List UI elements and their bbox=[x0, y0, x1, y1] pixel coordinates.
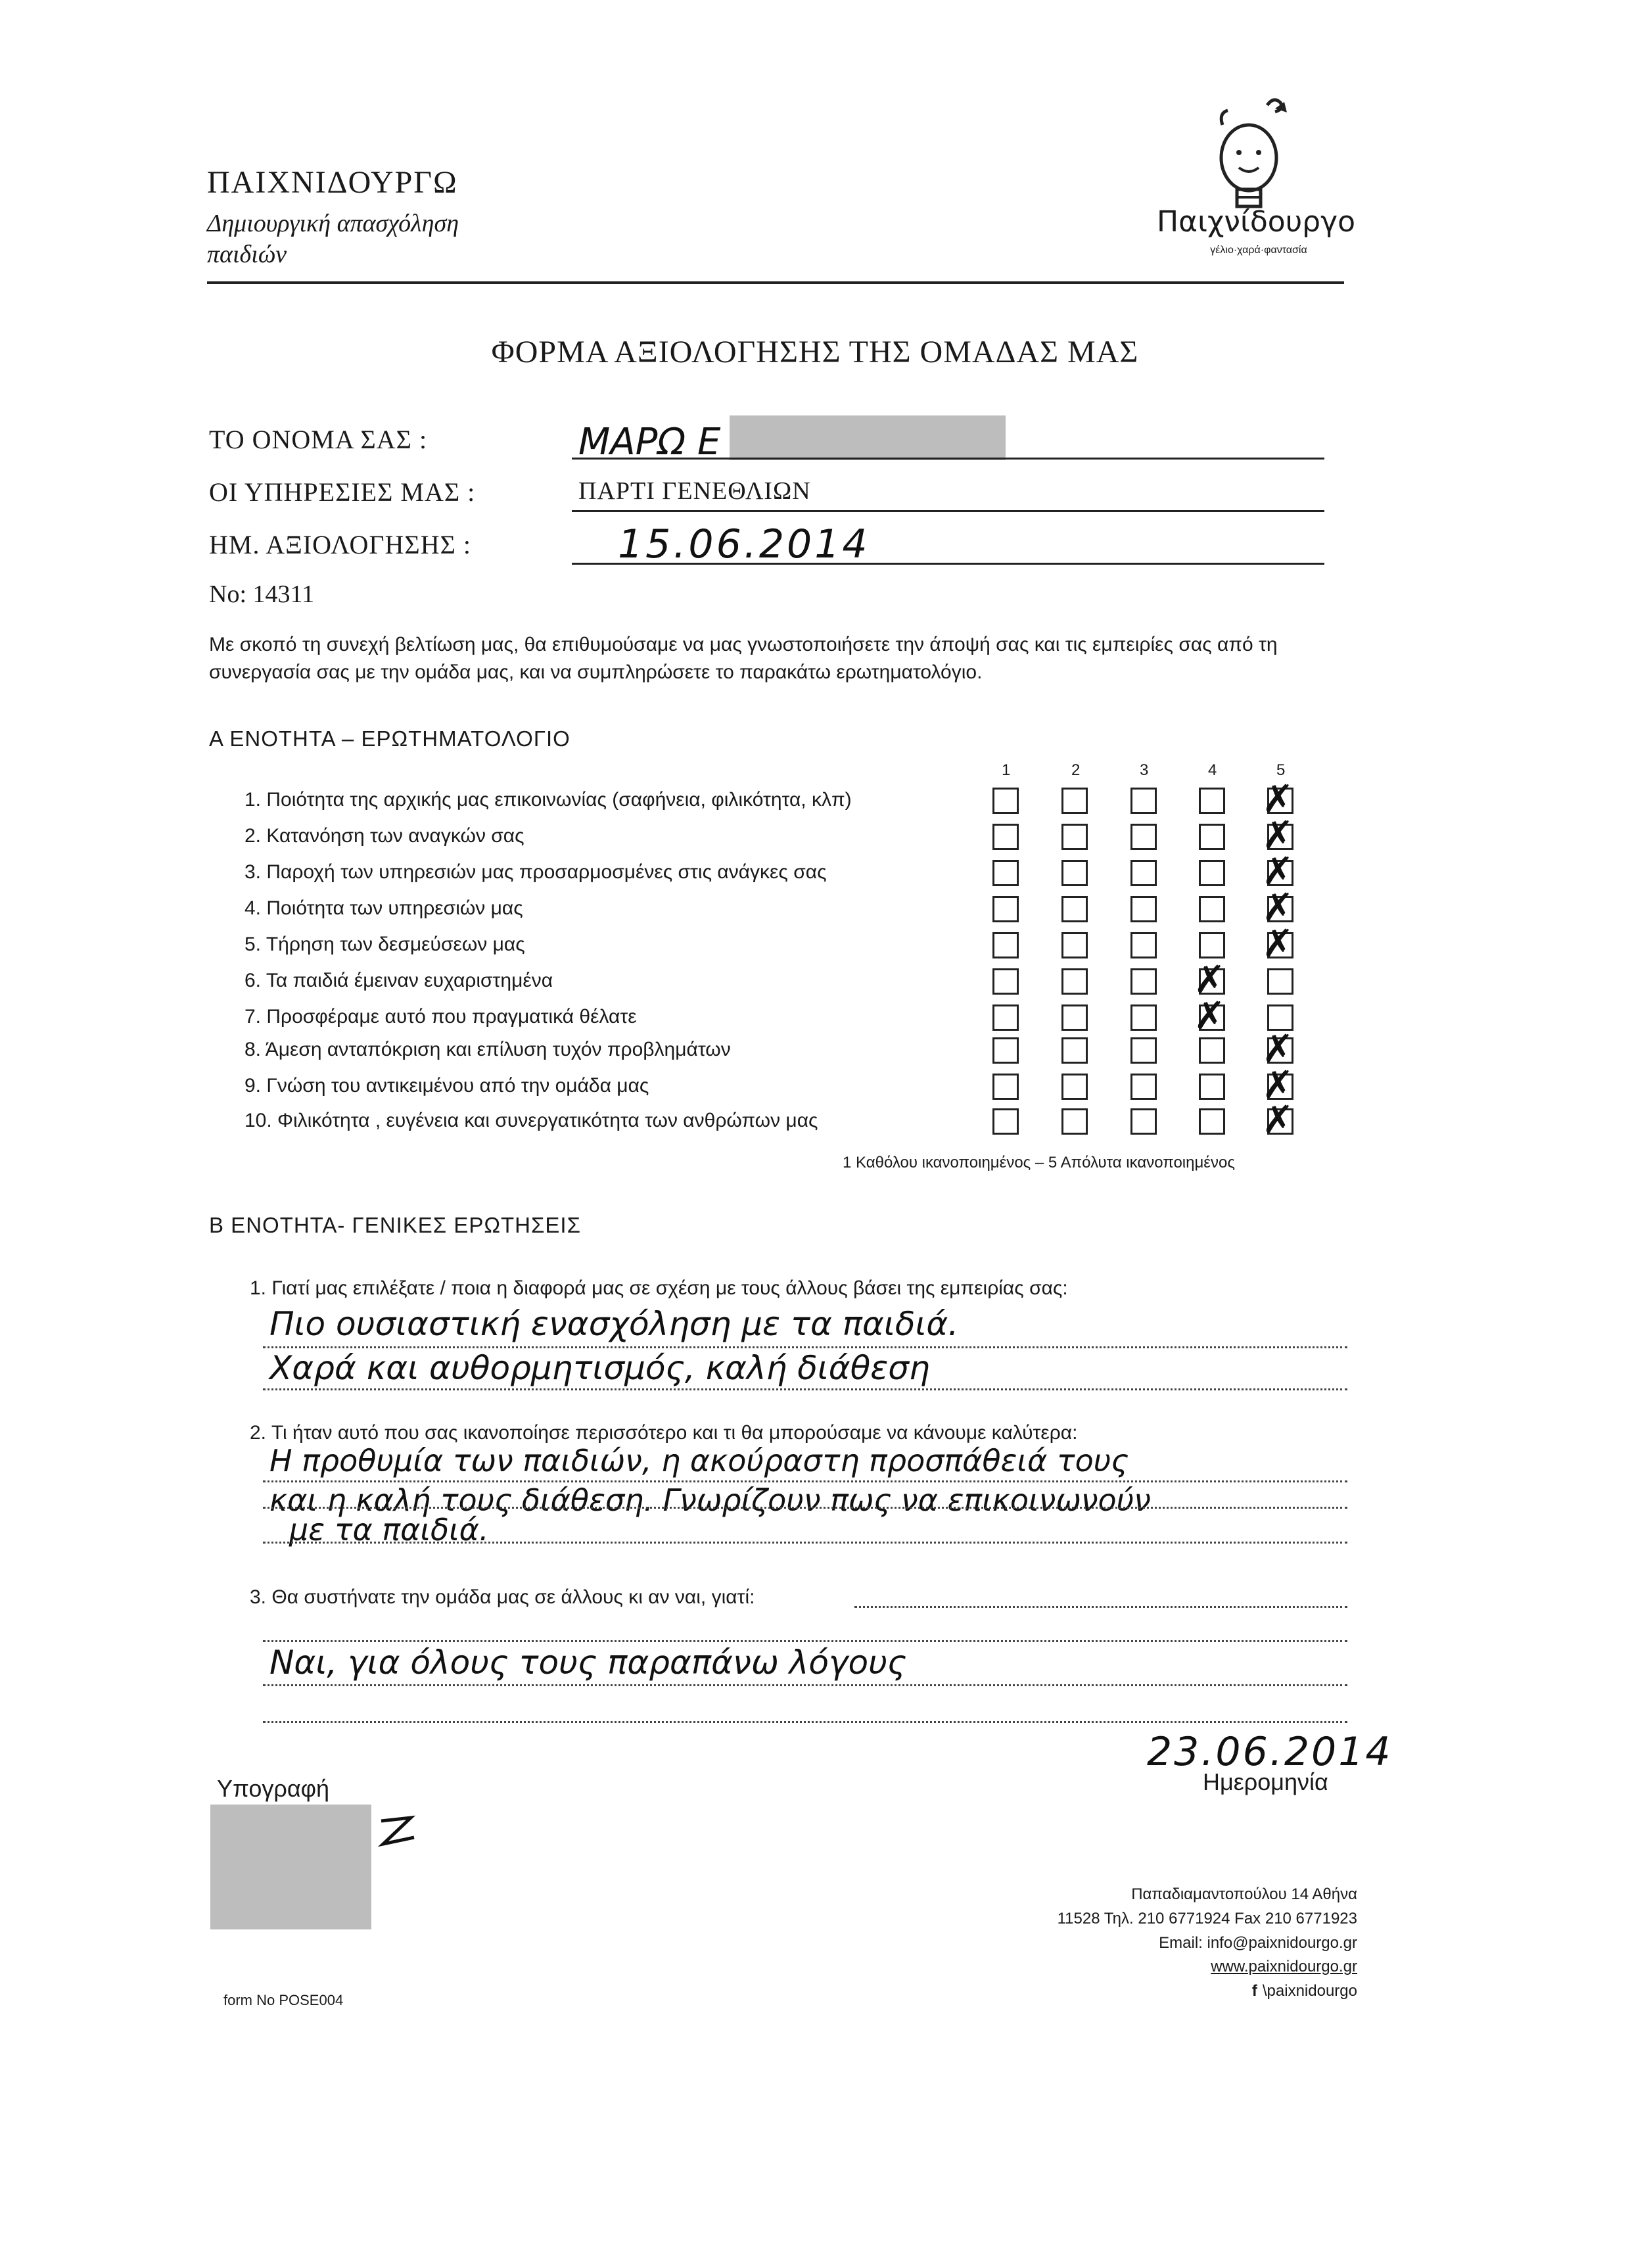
answer-b1-line1: Πιο ουσιαστική ενασχόληση με τα παιδιά. bbox=[269, 1305, 959, 1343]
services-label: ΟΙ ΥΠΗΡΕΣΙΕΣ ΜΑΣ : bbox=[209, 477, 476, 507]
answer-line bbox=[263, 1542, 1347, 1544]
question-9: 9. Γνώση του αντικειμένου από την ομάδα μας bbox=[244, 1075, 649, 1097]
rating-checkbox-q9-4[interactable] bbox=[1199, 1074, 1225, 1100]
rating-checkbox-q2-2[interactable] bbox=[1061, 824, 1088, 850]
lightbulb-icon bbox=[1144, 79, 1354, 270]
evaluation-date-value: 15.06.2014 bbox=[618, 521, 870, 567]
section-a-title: Α ΕΝΟΤΗΤΑ – ΕΡΩΤΗΜΑΤΟΛΟΓΙΟ bbox=[209, 726, 570, 751]
rating-checkbox-q8-3[interactable] bbox=[1130, 1037, 1157, 1064]
rating-checkbox-q2-1[interactable] bbox=[992, 824, 1019, 850]
question-6: 6. Τα παιδιά έμειναν ευχαριστημένα bbox=[244, 970, 553, 991]
rating-checkbox-q9-2[interactable] bbox=[1061, 1074, 1088, 1100]
answer-line bbox=[263, 1388, 1347, 1390]
answer-b2-line2: και η καλή τους διάθεση. Γνωρίζουν πως να επικοινωνούν bbox=[269, 1482, 1151, 1518]
name-value: ΜΑΡΩ Ε bbox=[578, 421, 721, 463]
rating-checkbox-q9-3[interactable] bbox=[1130, 1074, 1157, 1100]
facebook-handle[interactable] bbox=[1252, 1982, 1357, 2000]
rating-checkbox-q3-1[interactable] bbox=[992, 860, 1019, 886]
signature-label: Υπογραφή bbox=[217, 1775, 330, 1802]
scale-header-2: 2 bbox=[1071, 761, 1081, 779]
question-1: 1. Ποιότητα της αρχικής μας επικοινωνίας (σαφήνεια, φιλικότητα, κλπ) bbox=[244, 789, 852, 811]
question-10: 10. Φιλικότητα , ευγένεια και συνεργατικότητα των ανθρώπων μας bbox=[244, 1110, 818, 1131]
answer-b2-line3: με τα παιδιά. bbox=[289, 1512, 489, 1547]
rating-checkmark-q9: ✗ bbox=[1262, 1062, 1294, 1107]
question-b3: 3. Θα συστήνατε την ομάδα μας σε άλλους κι αν ναι, γιατί: bbox=[250, 1586, 755, 1608]
email[interactable]: Email: info@paixnidourgo.gr bbox=[1159, 1934, 1357, 1952]
question-4: 4. Ποιότητα των υπηρεσιών μας bbox=[244, 897, 523, 919]
rating-checkmark-q3: ✗ bbox=[1262, 849, 1294, 893]
name-label: ΤΟ ΟΝΟΜΑ ΣΑΣ : bbox=[209, 425, 428, 454]
logo-tagline: γέλιο·χαρά·φαντασία bbox=[1210, 245, 1307, 256]
scale-header-1: 1 bbox=[1002, 761, 1011, 779]
rating-checkbox-q6-1[interactable] bbox=[992, 968, 1019, 995]
header-divider bbox=[207, 281, 1344, 284]
rating-checkbox-q5-4[interactable] bbox=[1199, 932, 1225, 958]
rating-checkbox-q7-3[interactable] bbox=[1130, 1004, 1157, 1031]
rating-checkbox-q2-3[interactable] bbox=[1130, 824, 1157, 850]
answer-line bbox=[263, 1507, 1347, 1509]
brand-name: ΠΑΙΧΝΙΔΟΥΡΓΩ bbox=[207, 165, 458, 200]
rating-checkmark-q7: ✗ bbox=[1194, 993, 1226, 1038]
logo-text: Παιχνίδουργο bbox=[1157, 205, 1356, 239]
rating-checkbox-q1-3[interactable] bbox=[1130, 788, 1157, 814]
rating-checkbox-q8-1[interactable] bbox=[992, 1037, 1019, 1064]
answer-line bbox=[263, 1346, 1347, 1348]
question-b2: 2. Τι ήταν αυτό που σας ικανοποίησε περισσότερο και τι θα μπορούσαμε να κάνουμε καλύτερα: bbox=[250, 1422, 1078, 1444]
brand-subtitle-line2: παιδιών bbox=[207, 241, 287, 268]
rating-checkbox-q3-2[interactable] bbox=[1061, 860, 1088, 886]
answer-b2-line1: Η προθυμία των παιδιών, η ακούραστη προσπάθειά τους bbox=[269, 1443, 1129, 1478]
evaluation-date-label: ΗΜ. ΑΞΙΟΛΟΓΗΣΗΣ : bbox=[209, 530, 471, 559]
rating-checkmark-q8: ✗ bbox=[1262, 1026, 1294, 1071]
rating-checkbox-q6-5[interactable] bbox=[1267, 968, 1293, 995]
rating-checkbox-q4-3[interactable] bbox=[1130, 896, 1157, 922]
rating-checkbox-q9-1[interactable] bbox=[992, 1074, 1019, 1100]
answer-line bbox=[263, 1640, 1347, 1642]
services-underline bbox=[572, 510, 1324, 512]
scale-legend: 1 Καθόλου ικανοποιημένος – 5 Απόλυτα ικανοποιημένος bbox=[843, 1154, 1235, 1171]
address-line1: Παπαδιαμαντοπούλου 14 Αθήνα bbox=[1131, 1885, 1357, 1903]
rating-checkbox-q5-3[interactable] bbox=[1130, 932, 1157, 958]
answer-line bbox=[263, 1684, 1347, 1686]
brand-subtitle-line1: Δημιουργική απασχόληση bbox=[207, 210, 459, 237]
rating-checkbox-q1-2[interactable] bbox=[1061, 788, 1088, 814]
rating-checkbox-q7-2[interactable] bbox=[1061, 1004, 1088, 1031]
rating-checkbox-q5-2[interactable] bbox=[1061, 932, 1088, 958]
form-number: No: 14311 bbox=[209, 580, 315, 608]
rating-checkbox-q8-2[interactable] bbox=[1061, 1037, 1088, 1064]
rating-checkbox-q10-1[interactable] bbox=[992, 1108, 1019, 1135]
signature-date-value: 23.06.2014 bbox=[1147, 1729, 1393, 1775]
signature-scribble-icon bbox=[378, 1814, 417, 1854]
rating-checkbox-q4-1[interactable] bbox=[992, 896, 1019, 922]
rating-checkbox-q3-4[interactable] bbox=[1199, 860, 1225, 886]
rating-checkbox-q1-4[interactable] bbox=[1199, 788, 1225, 814]
answer-b1-line2: Χαρά και αυθορμητισμός, καλή διάθεση bbox=[269, 1349, 930, 1387]
rating-checkbox-q6-3[interactable] bbox=[1130, 968, 1157, 995]
facebook-icon: f bbox=[1251, 1982, 1257, 2000]
rating-checkbox-q10-3[interactable] bbox=[1130, 1108, 1157, 1135]
scale-header-3: 3 bbox=[1140, 761, 1149, 779]
form-title: ΦΟΡΜΑ ΑΞΙΟΛΟΓΗΣΗΣ ΤΗΣ ΟΜΑΔΑΣ ΜΑΣ bbox=[491, 335, 1139, 369]
rating-checkbox-q1-1[interactable] bbox=[992, 788, 1019, 814]
rating-checkmark-q1: ✗ bbox=[1262, 776, 1294, 821]
question-7: 7. Προσφέραμε αυτό που πραγματικά θέλατε bbox=[244, 1006, 637, 1028]
rating-checkmark-q2: ✗ bbox=[1262, 813, 1294, 857]
rating-checkmark-q6: ✗ bbox=[1194, 957, 1226, 1002]
intro-text: Με σκοπό τη συνεχή βελτίωση μας, θα επιθυμούσαμε να μας γνωστοποιήσετε την άποψή σας και τις εμπειρίες σας από τη συνεργασία σας με την ομάδα μας, και να συμπληρώσετε το παρακάτω ερωτηματολόγιο. bbox=[209, 634, 1278, 683]
rating-checkmark-q10: ✗ bbox=[1262, 1097, 1294, 1142]
address-line2: 11528 Τηλ. 210 6771924 Fax 210 6771923 bbox=[1057, 1910, 1357, 1927]
signature-date-label: Ημερομηνία bbox=[1203, 1768, 1328, 1795]
answer-b3-line1: Ναι, για όλους τους παραπάνω λόγους bbox=[269, 1643, 907, 1682]
rating-checkbox-q4-4[interactable] bbox=[1199, 896, 1225, 922]
section-b-title: Β ΕΝΟΤΗΤΑ- ΓΕΝΙΚΕΣ ΕΡΩΤΗΣΕΙΣ bbox=[209, 1213, 581, 1237]
signature-redaction-box bbox=[210, 1805, 371, 1929]
rating-checkmark-q5: ✗ bbox=[1262, 921, 1294, 966]
question-2: 2. Κατανόηση των αναγκών σας bbox=[244, 825, 524, 847]
question-5: 5. Τήρηση των δεσμεύσεων μας bbox=[244, 933, 525, 955]
scale-header-4: 4 bbox=[1208, 761, 1217, 779]
name-underline bbox=[572, 458, 1324, 460]
rating-checkbox-q5-1[interactable] bbox=[992, 932, 1019, 958]
rating-checkbox-q7-1[interactable] bbox=[992, 1004, 1019, 1031]
date-underline bbox=[572, 563, 1324, 565]
question-8: 8. Άμεση ανταπόκριση και επίλυση τυχόν προβλημάτων bbox=[244, 1039, 731, 1060]
question-b1: 1. Γιατί μας επιλέξατε / ποια η διαφορά μας σε σχέση με τους άλλους βάσει της εμπειρίας σας: bbox=[250, 1277, 1068, 1299]
answer-line bbox=[854, 1606, 1347, 1608]
rating-checkbox-q10-4[interactable] bbox=[1199, 1108, 1225, 1135]
rating-checkbox-q3-3[interactable] bbox=[1130, 860, 1157, 886]
question-3: 3. Παροχή των υπηρεσιών μας προσαρμοσμένες στις ανάγκες σας bbox=[244, 861, 827, 883]
rating-checkbox-q8-4[interactable] bbox=[1199, 1037, 1225, 1064]
redaction-box bbox=[730, 415, 1006, 460]
company-logo bbox=[1144, 79, 1354, 270]
scale-header-5: 5 bbox=[1276, 761, 1286, 779]
rating-checkbox-q6-2[interactable] bbox=[1061, 968, 1088, 995]
rating-checkbox-q2-4[interactable] bbox=[1199, 824, 1225, 850]
rating-checkmark-q4: ✗ bbox=[1262, 885, 1294, 930]
facebook-handle-text: \paixnidourgo bbox=[1262, 1982, 1357, 2000]
website-link[interactable]: www.paixnidourgo.gr bbox=[1211, 1958, 1357, 1975]
answer-line bbox=[263, 1721, 1347, 1723]
rating-checkbox-q4-2[interactable] bbox=[1061, 896, 1088, 922]
rating-checkbox-q10-2[interactable] bbox=[1061, 1108, 1088, 1135]
form-code: form No POSE004 bbox=[223, 1992, 344, 2008]
services-value: ΠΑΡΤΙ ΓΕΝΕΘΛΙΩΝ bbox=[578, 477, 811, 505]
